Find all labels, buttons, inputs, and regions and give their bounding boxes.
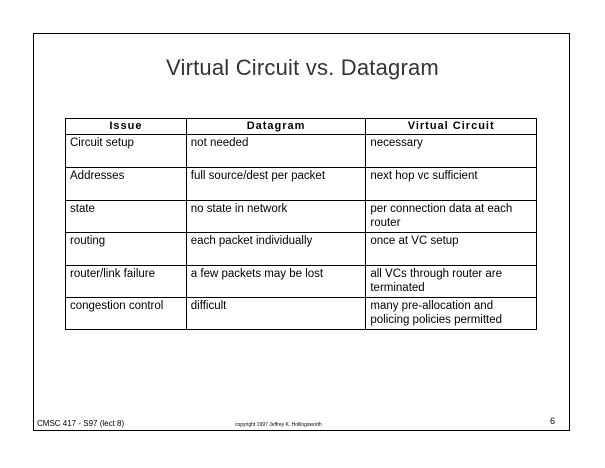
cell-virtual-circuit: many pre-allocation and policing policies permitted — [366, 298, 537, 330]
cell-issue: Circuit setup — [66, 135, 187, 168]
cell-datagram: full source/dest per packet — [186, 168, 366, 201]
header-datagram: Datagram — [186, 119, 366, 135]
cell-virtual-circuit: once at VC setup — [366, 233, 537, 266]
cell-virtual-circuit: per connection data at each router — [366, 201, 537, 233]
slide-title: Virtual Circuit vs. Datagram — [166, 55, 439, 80]
cell-issue: router/link failure — [66, 266, 187, 298]
cell-issue: routing — [66, 233, 187, 266]
cell-virtual-circuit: next hop vc sufficient — [366, 168, 537, 201]
table-row — [66, 298, 537, 330]
cell-virtual-circuit: all VCs through router are terminated — [366, 266, 537, 298]
cell-datagram: each packet individually — [186, 233, 366, 266]
header-virtual-circuit: Virtual Circuit — [366, 119, 537, 135]
cell-datagram: not needed — [186, 135, 366, 168]
table-row — [66, 266, 537, 298]
footer-copyright: copyright 1997 Jeffrey K. Hollingsworth — [235, 422, 322, 428]
table-row — [66, 168, 537, 201]
cell-virtual-circuit: necessary — [366, 135, 537, 168]
table-row — [66, 201, 537, 233]
cell-issue: congestion control — [66, 298, 187, 330]
page-number: 6 — [550, 416, 556, 426]
cell-datagram: difficult — [186, 298, 366, 330]
footer-course: CMSC 417 - S97 (lect 8) — [37, 419, 125, 428]
table-row — [66, 135, 537, 168]
header-issue: Issue — [66, 119, 187, 135]
table-row — [66, 233, 537, 266]
cell-datagram: no state in network — [186, 201, 366, 233]
table-header-row — [66, 119, 537, 135]
cell-issue: Addresses — [66, 168, 187, 201]
cell-datagram: a few packets may be lost — [186, 266, 366, 298]
cell-issue: state — [66, 201, 187, 233]
comparison-table — [65, 118, 537, 330]
